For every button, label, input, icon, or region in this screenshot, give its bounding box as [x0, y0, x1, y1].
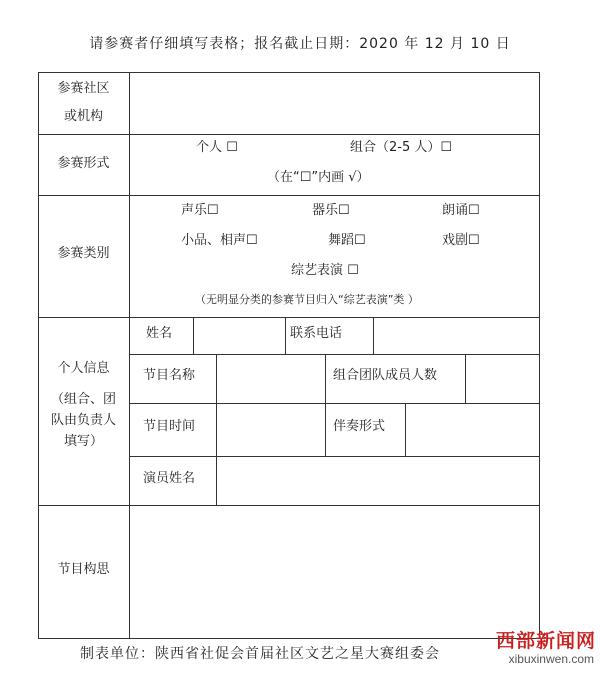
variety-option[interactable]: 综艺表演 ☐	[291, 263, 359, 278]
personal-label-line4: 填写）	[63, 434, 103, 449]
team-count-field[interactable]	[467, 356, 537, 402]
dance-option[interactable]: 舞蹈☐	[328, 233, 366, 248]
personal-label-line3: 队由负责人	[50, 413, 116, 428]
performers-field[interactable]	[218, 458, 537, 504]
personal-row-divider-2	[129, 403, 540, 404]
form-heading: 请参赛者仔细填写表格；报名截止日期：2020 年 12 月 10 日	[89, 36, 511, 52]
name-field[interactable]	[195, 319, 284, 353]
name-label: 姓名	[146, 326, 173, 341]
opera-option[interactable]: 戏剧☐	[442, 233, 480, 248]
phone-field[interactable]	[375, 319, 537, 353]
personal-row-divider-3	[129, 456, 540, 457]
form-type-label: 参赛形式	[57, 156, 110, 171]
form-type-note: （在“☐”内画 √）	[267, 170, 370, 185]
table-border-bottom	[38, 638, 540, 639]
program-divider-1	[216, 354, 217, 506]
org-input-area[interactable]	[131, 74, 537, 132]
category-label: 参赛类别	[57, 246, 110, 261]
personal-label-line1: 个人信息	[57, 361, 110, 376]
personal-label-line2: （组合、团	[50, 392, 116, 407]
category-note: （无明显分类的参赛节目归入“综艺表演”类 ）	[195, 293, 419, 306]
concept-input-area[interactable]	[131, 507, 537, 636]
concept-label: 节目构思	[57, 562, 110, 577]
group-option[interactable]: 组合（2-5 人）☐	[350, 140, 453, 155]
team-count-label: 组合团队成员人数	[333, 368, 438, 383]
name-divider-1	[193, 317, 194, 355]
name-divider-2	[285, 317, 286, 355]
individual-option[interactable]: 个人 ☐	[196, 140, 238, 155]
program-name-label: 节目名称	[143, 368, 196, 383]
phone-label: 联系电话	[290, 326, 343, 341]
label-column-divider	[129, 72, 130, 639]
accompaniment-label: 伴奏形式	[333, 419, 386, 434]
org-label-line2: 或机构	[63, 109, 103, 124]
program-name-field[interactable]	[218, 356, 324, 402]
program-time-field[interactable]	[218, 405, 324, 455]
org-label-line1: 参赛社区	[57, 81, 110, 96]
watermark-url: xibuxinwen.com	[508, 652, 594, 666]
row-divider-2	[38, 195, 540, 196]
program-divider-2	[325, 354, 326, 457]
name-divider-3	[373, 317, 374, 355]
org-label	[38, 72, 129, 137]
personal-info-label	[38, 358, 129, 452]
performers-label: 演员姓名	[143, 471, 196, 486]
recitation-option[interactable]: 朗诵☐	[442, 203, 480, 218]
row-divider-3	[38, 317, 540, 318]
accompaniment-divider	[405, 403, 406, 457]
instrumental-option[interactable]: 器乐☐	[312, 203, 350, 218]
form-footer: 制表单位：陕西省社促会首届社区文艺之星大赛组委会	[80, 646, 440, 662]
row-divider-4	[38, 505, 540, 506]
team-count-divider	[465, 354, 466, 404]
skit-option[interactable]: 小品、相声☐	[181, 233, 258, 248]
program-time-label: 节目时间	[143, 419, 196, 434]
accompaniment-field[interactable]	[407, 405, 537, 455]
vocal-option[interactable]: 声乐☐	[181, 203, 219, 218]
personal-row-divider-1	[129, 354, 540, 355]
watermark-logo: 西部新闻网	[495, 630, 596, 652]
table-border-right	[539, 72, 540, 639]
